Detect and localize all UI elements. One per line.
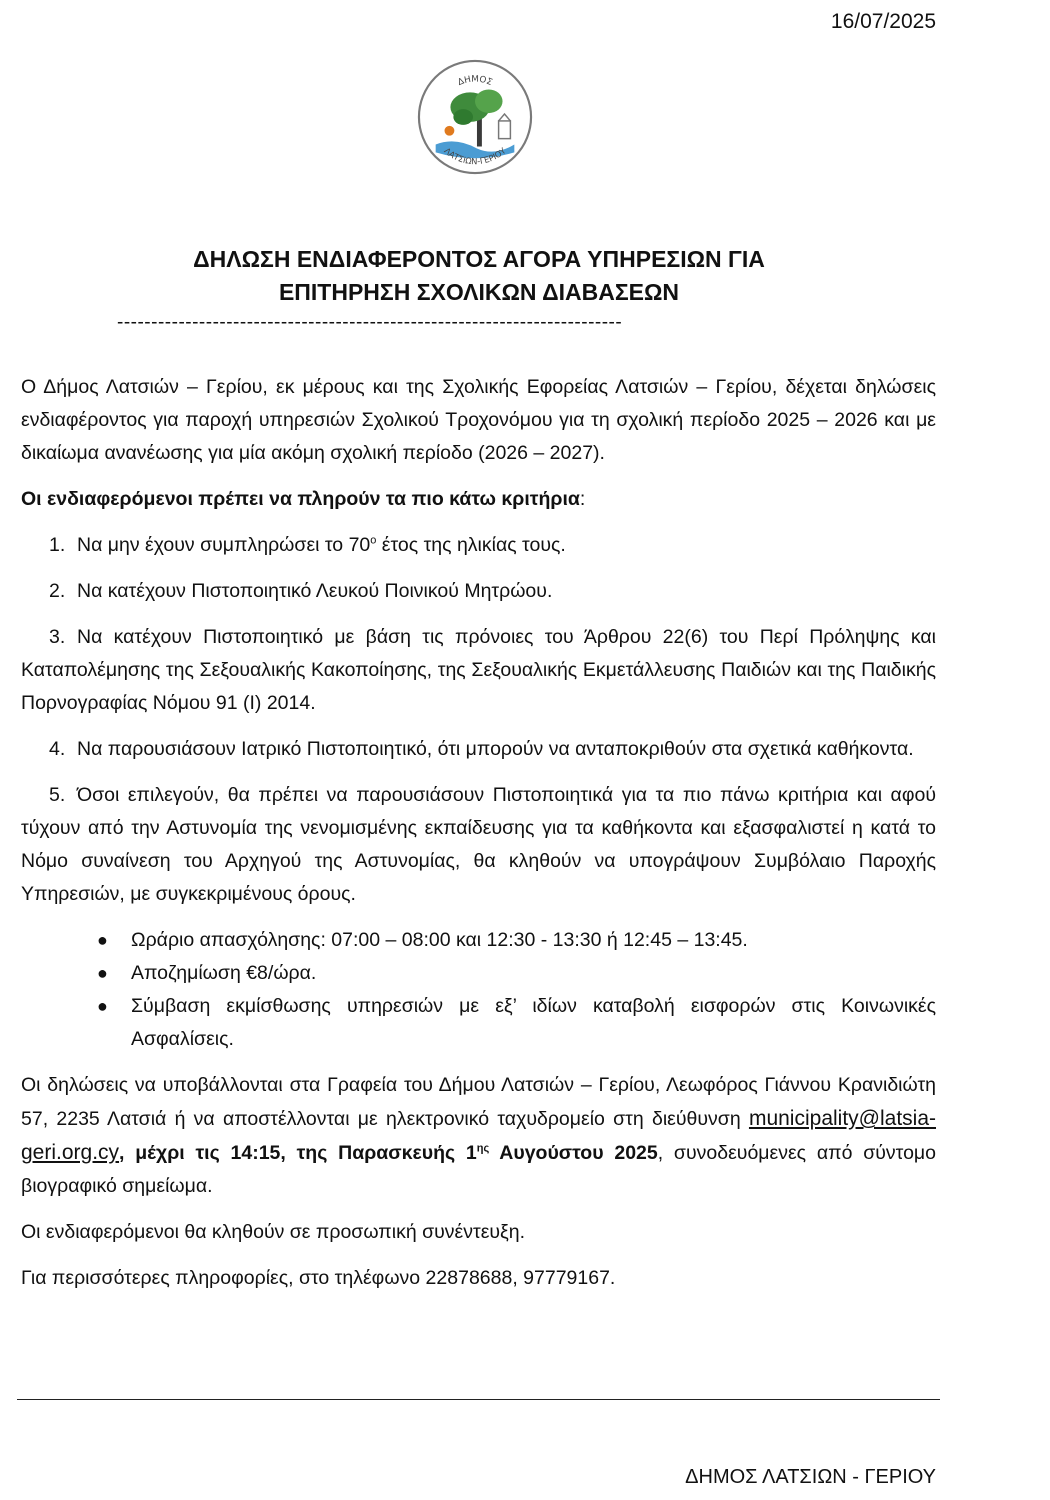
bullet-icon: ● (97, 963, 108, 983)
criterion-number: 5. (49, 784, 66, 806)
criterion-text: Να παρουσιάσουν Ιατρικό Πιστοποιητικό, ότι μπορούν να ανταποκριθούν στα σχετικά καθήκοντα. (77, 738, 914, 760)
list-item (21, 990, 936, 1056)
intro-paragraph: Ο Δήμος Λατσιών – Γερίου, εκ μέρους και της Σχολικής Εφορείας Λατσιών – Γερίου, δέχεται δηλώσεις ενδιαφέροντος για παροχή υπηρεσιών Σχολικού Τροχονόμου για τη σχολική περίοδο 2025 – 2026 και με δικαίωμα ανανέωσης για μία ακόμη σχολική περίοδο (2026 – 2027). (21, 376, 936, 464)
title-line-1: ΔΗΛΩΣΗ ΕΝΔΙΑΦΕΡΟΝΤΟΣ ΑΓΟΡΑ ΥΠΗΡΕΣΙΩΝ ΓΙΑ (193, 246, 765, 272)
criterion-number: 3. (49, 626, 66, 648)
email-comma: , (119, 1142, 125, 1164)
document-title (0, 243, 958, 309)
submission-paragraph (21, 1069, 936, 1203)
title-separator: -------------------------------------------------------------------------- (117, 312, 623, 333)
list-item (21, 957, 936, 990)
submission-text: Οι δηλώσεις να υποβάλλονται στα Γραφεία του Δήμου Λατσιών – Γερίου, Λεωφόρος Γιάννου Κρανιδιώτη 57, 2235 Λατσιά ή να αποστέλλονται με ηλεκτρονικό ταχυδρομείο στη διεύθυνση (21, 1074, 936, 1130)
email-link[interactable]: municipality@latsia-geri.org.cy (21, 1107, 936, 1164)
document-date: 16/07/2025 (830, 10, 936, 33)
term-text: Αποζημίωση €8/ώρα. (131, 962, 317, 984)
criterion-3 (21, 621, 936, 720)
submission-text-end: , συνοδευόμενες από σύντομο βιογραφικό σημείωμα. (21, 1142, 936, 1197)
criteria-heading (21, 483, 936, 516)
document-body (21, 371, 936, 1308)
criterion-text: Να κατέχουν Πιστοποιητικό Λευκού Ποινικού Μητρώου. (77, 580, 553, 602)
interview-paragraph: Οι ενδιαφερόμενοι θα κληθούν σε προσωπική συνέντευξη. (21, 1221, 526, 1243)
criterion-number: 4. (49, 738, 66, 760)
criterion-2 (21, 575, 936, 608)
criterion-text-end: έτος της ηλικίας τους. (376, 534, 566, 556)
criterion-number: 1. (49, 534, 66, 556)
bullet-icon: ● (97, 930, 108, 950)
bullet-icon: ● (97, 996, 108, 1016)
terms-list (21, 924, 936, 1056)
bottom-divider (17, 1399, 940, 1400)
tree-icon (450, 89, 502, 146)
deadline-text: μέχρι τις 14:15, της Παρασκευής 1 (124, 1142, 477, 1164)
signature: ΔΗΜΟΣ ΛΑΤΣΙΩΝ - ΓΕΡΙΟΥ (685, 1466, 936, 1488)
criterion-text: Όσοι επιλεγούν, θα πρέπει να παρουσιάσουν Πιστοποιητικά για τα πιο πάνω κριτήρια και αφού τύχουν από την Αστυνομία της νενομισμένης εκπαίδευσης για τα καθήκοντα και εξασφαλιστεί η κατά το Νόμο συναίνεση του Αρχηγού της Αστυνομίας, θα κληθούν να υπογράψουν Συμβόλαιο Παροχής Υπηρεσιών, με συγκεκριμένους όρους. (21, 784, 936, 905)
criterion-number: 2. (49, 580, 66, 602)
church-icon (499, 114, 511, 139)
criteria-lead: Οι ενδιαφερόμενοι πρέπει να πληρούν τα πιο κάτω κριτήρια (21, 488, 580, 510)
deadline-date: Αυγούστου 2025 (489, 1142, 658, 1164)
criterion-text: Να μην έχουν συμπληρώσει το 70 (77, 534, 371, 556)
criterion-1 (21, 529, 936, 562)
municipality-logo (416, 58, 534, 176)
logo-bottom-text: ΛΑΤΣΙΩΝ-ΓΕΡΙΟΥ (442, 145, 508, 167)
sun-icon (445, 126, 455, 136)
criteria-colon: : (579, 488, 586, 510)
criterion-sup: ο (370, 534, 377, 547)
title-line-2: ΕΠΙΤΗΡΗΣΗ ΣΧΟΛΙΚΩΝ ΔΙΑΒΑΣΕΩΝ (278, 279, 680, 305)
criterion-text: Να κατέχουν Πιστοποιητικό με βάση τις πρόνοιες του Άρθρου 22(6) του Περί Πρόληψης και Καταπολέμησης της Σεξουαλικής Κακοποίησης, της Σεξουαλικής Εκμετάλλευσης Παιδιών και της Παιδικής Πορνογραφίας Νόμου 91 (Ι) 2014. (21, 626, 936, 714)
deadline-sup: ης (476, 1142, 490, 1155)
criterion-5 (21, 779, 936, 911)
term-text: Σύμβαση εκμίσθωσης υπηρεσιών με εξ’ ιδίων καταβολή εισφορών στις Κοινωνικές Ασφαλίσεις. (131, 995, 936, 1050)
list-item (21, 924, 936, 957)
logo-top-text: ΔΗΜΟΣ (456, 74, 494, 89)
contact-paragraph: Για περισσότερες πληροφορίες, στο τηλέφωνο 22878688, 97779167. (21, 1267, 616, 1289)
term-text: Ωράριο απασχόλησης: 07:00 – 08:00 και 12:30 - 13:30 ή 12:45 – 13:45. (131, 929, 748, 951)
criterion-4 (21, 733, 936, 766)
